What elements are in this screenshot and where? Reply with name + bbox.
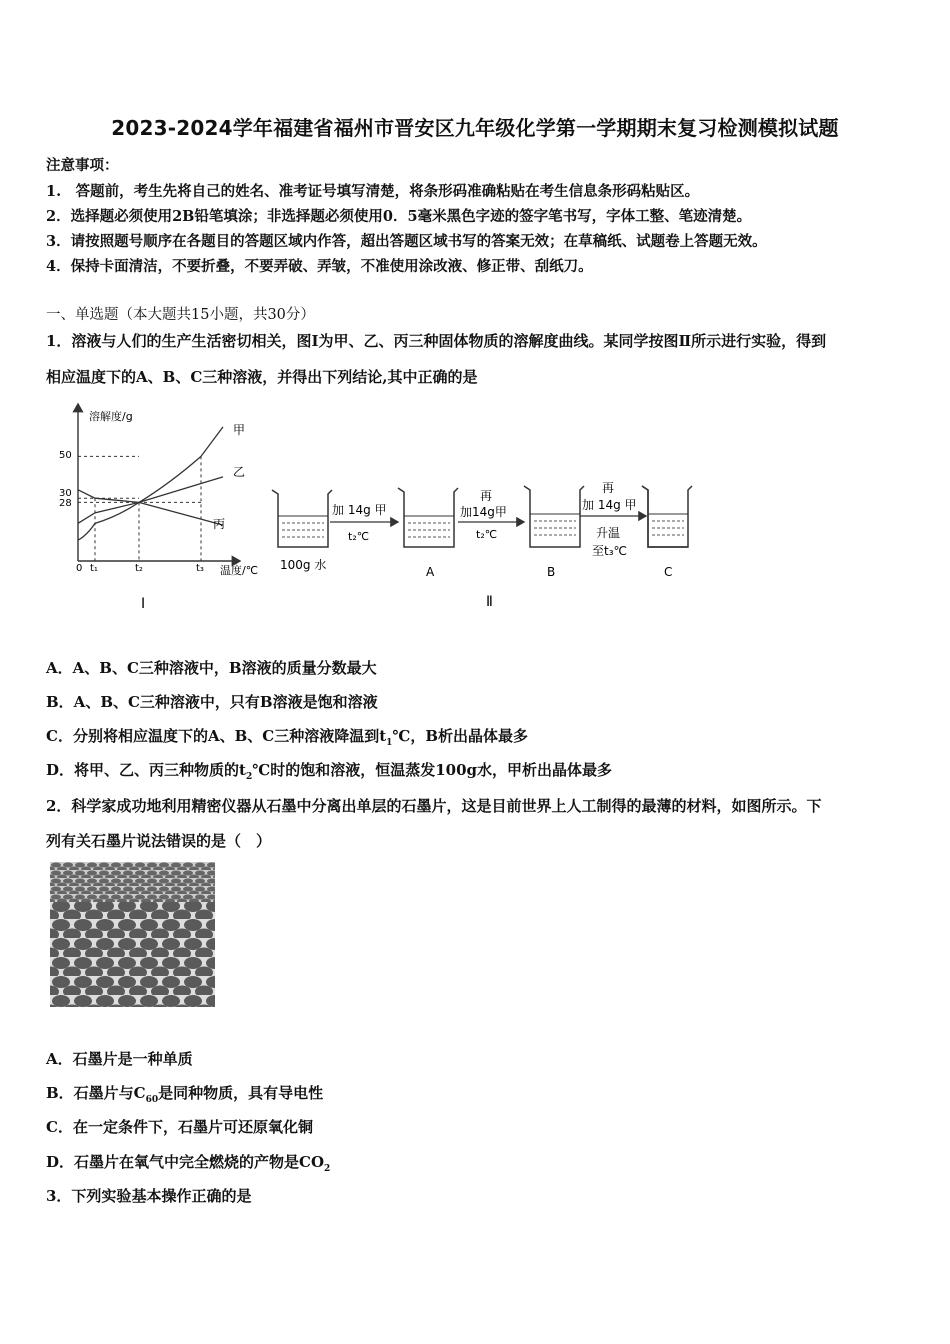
beaker-b — [524, 486, 584, 547]
y-tick-label: 30 — [59, 488, 72, 499]
step-2-label: 加14g甲 — [460, 505, 507, 519]
step-3-label-top: 再 — [602, 481, 615, 495]
question-1-stem-cont: 相应温度下的A、B、C三种溶液，并得出下列结论,其中正确的是 — [46, 368, 478, 386]
x-tick-label: 0 — [76, 563, 83, 574]
notice-item: 4．保持卡面清洁，不要折叠，不要弄破、弄皱，不准使用涂改液、修正带、刮纸刀。 — [46, 258, 593, 275]
water-label: 100g 水 — [280, 558, 327, 572]
beaker-c-label: C — [664, 565, 673, 579]
page-title: 2023-2024学年福建省福州市晋安区九年级化学第一学期期末复习检测模拟试题 — [111, 116, 839, 140]
notice-item: 1. 答题前，考生先将自己的姓名、准考证号填写清楚，将条形码准确粘贴在考生信息条形码粘贴区。 — [46, 183, 700, 200]
q2-option-c: C．在一定条件下，石墨片可还原氧化铜 — [46, 1118, 313, 1136]
graphene-image — [50, 862, 215, 1007]
notice-heading: 注意事项： — [46, 157, 119, 174]
beaker-water — [272, 490, 332, 547]
question-1-stem: 1．溶液与人们的生产生活密切相关，图Ⅰ为甲、乙、丙三种固体物质的溶解度曲线。某同学按图Ⅱ所示进行实验，得到 — [46, 332, 827, 350]
step-3-heat: 升温 — [596, 526, 621, 540]
curve-label-yi: 乙 — [233, 465, 246, 479]
beaker-b-label: B — [547, 565, 556, 579]
x-tick-label: t₂ — [135, 563, 143, 574]
step-2-label-top: 再 — [480, 489, 493, 503]
step-3-temp: 至t₃℃ — [592, 544, 627, 558]
beaker-a-label: A — [426, 565, 435, 579]
q2-option-b: B．石墨片与$C_{60}$是同种物质，具有导电性 — [46, 1084, 324, 1105]
question-3-stem: 3．下列实验基本操作正确的是 — [46, 1187, 252, 1205]
step-2-temp: t₂℃ — [476, 528, 498, 541]
beaker-a — [398, 488, 458, 547]
figure-2-caption: Ⅱ — [486, 594, 493, 610]
q1-option-b: B．A、B、C三种溶液中，只有B溶液是饱和溶液 — [46, 693, 378, 711]
y-tick-label: 50 — [59, 450, 72, 461]
notice-item: 3．请按照题号顺序在各题目的答题区域内作答，超出答题区域书写的答案无效；在草稿纸、试题卷上答题无效。 — [46, 233, 767, 250]
y-axis-label: 溶解度/g — [89, 410, 133, 423]
notice-item: 2．选择题必须使用2B铅笔填涂；非选择题必须使用0．5毫米黑色字迹的签字笔书写，字体工整、笔迹清楚。 — [46, 208, 752, 225]
step-3-label: 加 14g 甲 — [582, 498, 637, 512]
beaker-c-body — [640, 470, 700, 560]
section-heading: 一、单选题（本大题共15小题，共30分） — [46, 307, 315, 323]
x-axis-label: 温度/℃ — [220, 564, 259, 577]
solubility-chart — [55, 398, 270, 613]
curve-label-jia: 甲 — [233, 423, 246, 437]
step-1-label: 加 14g 甲 — [332, 503, 387, 517]
experiment-diagram — [268, 470, 688, 615]
q1-option-d: D．将甲、乙、丙三种物质的$t_2℃$时的饱和溶液，恒温蒸发100g水，甲析出晶体最多 — [46, 761, 612, 782]
q2-option-a: A．石墨片是一种单质 — [46, 1050, 193, 1068]
question-2-stem-cont: 列有关石墨片说法错误的是（ ） — [46, 832, 272, 850]
curve-label-bing: 丙 — [213, 517, 226, 531]
q1-option-a: A．A、B、C三种溶液中，B溶液的质量分数最大 — [46, 659, 377, 677]
figure-1-caption: Ⅰ — [141, 596, 146, 612]
x-tick-label: t₃ — [196, 563, 204, 574]
x-tick-label: t₁ — [90, 563, 98, 574]
step-1-temp: t₂℃ — [348, 530, 370, 543]
q1-option-c: C．分别将相应温度下的A、B、C三种溶液降温到$t_1℃$，B析出晶体最多 — [46, 727, 529, 748]
y-tick-label: 28 — [59, 498, 72, 509]
q2-option-d: D．石墨片在氧气中完全燃烧的产物是$CO_2$ — [46, 1153, 331, 1174]
question-2-stem: 2．科学家成功地利用精密仪器从石墨中分离出单层的石墨片，这是目前世界上人工制得的最薄的材料，如图所示。下 — [46, 797, 822, 815]
